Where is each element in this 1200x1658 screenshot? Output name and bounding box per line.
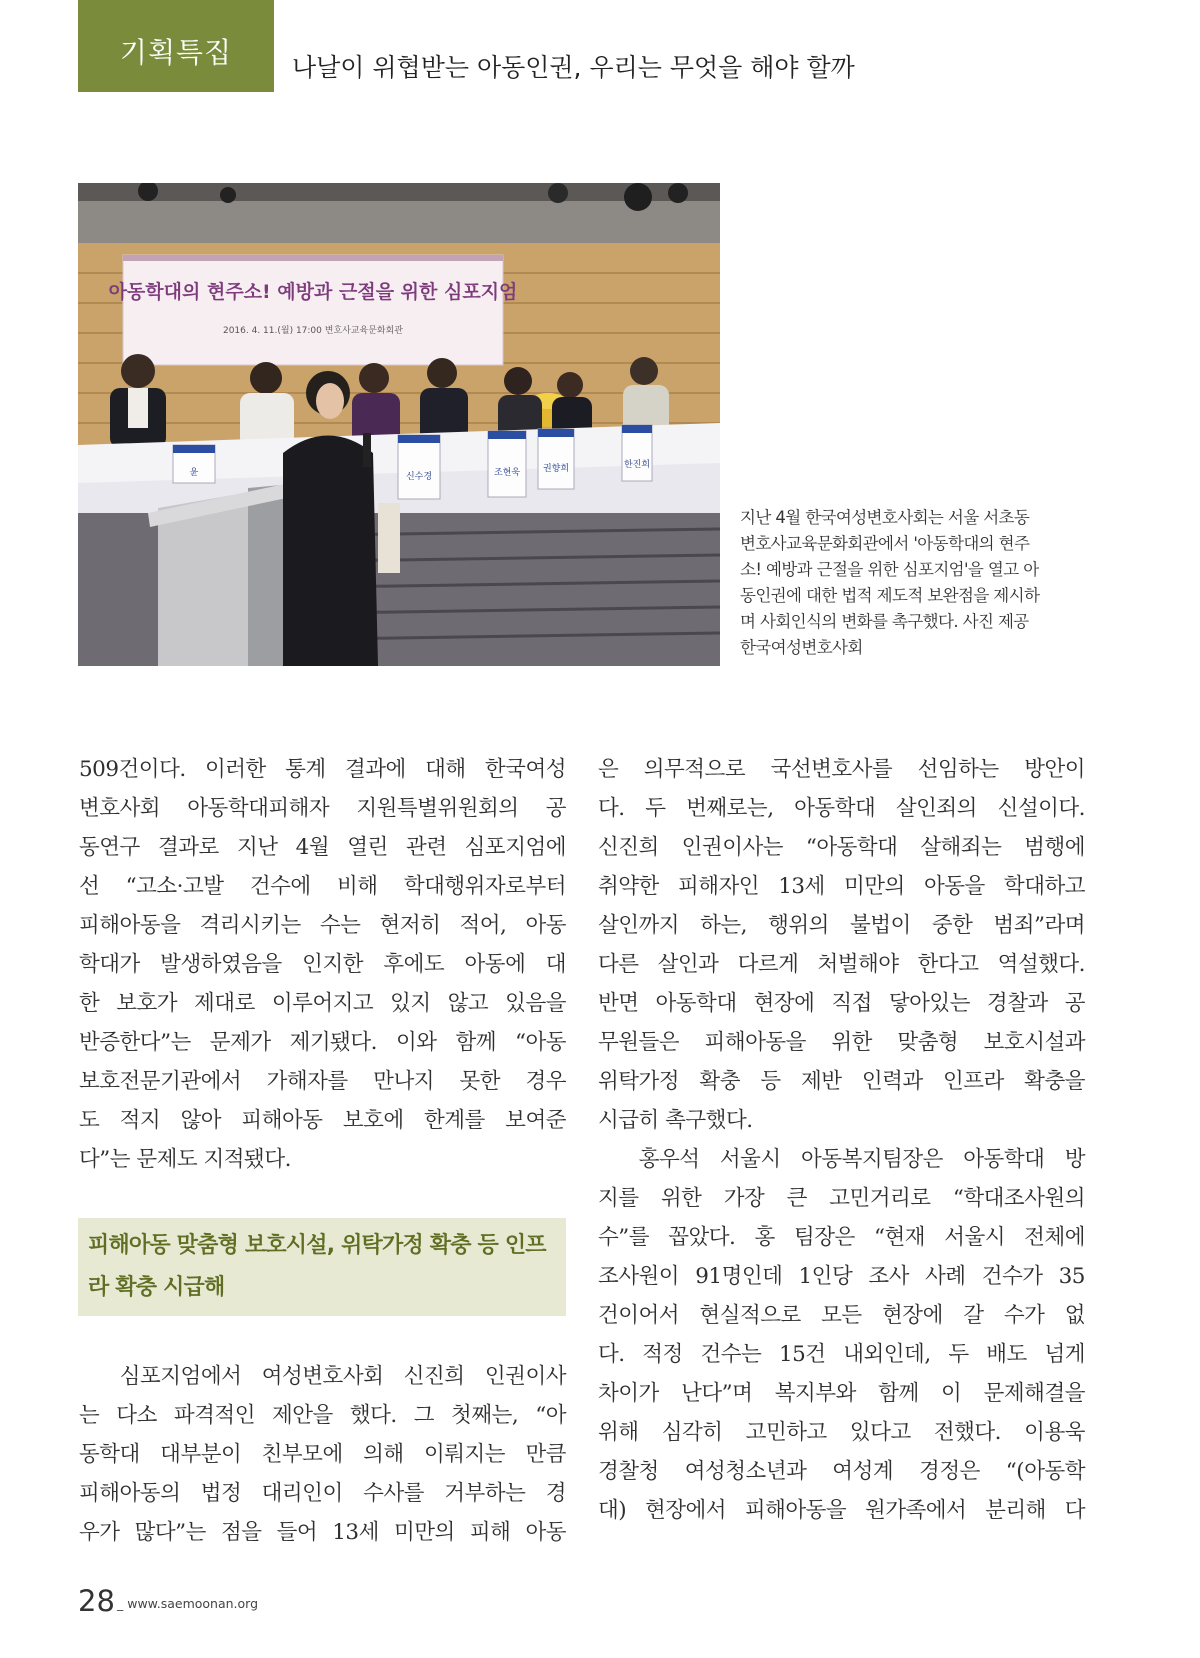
text-line: 무원들은 피해아동을 위한 맞춤형 보호시설과: [598, 1030, 1085, 1055]
text-line: 대) 현장에서 피해아동을 원가족에서 분리해 다: [598, 1498, 1085, 1523]
text-line: 차이가 난다”며 복지부와 함께 이 문제해결을: [598, 1381, 1085, 1406]
nameplate-label: 조현욱: [493, 468, 521, 478]
text-line: 시급히 촉구했다.: [598, 1108, 753, 1133]
banner-subtitle: 2016. 4. 11.(월) 17:00 변호사교육문화회관: [222, 326, 404, 336]
text-line: 509건이다. 이러한 통계 결과에 대해 한국여성: [79, 757, 566, 782]
page-number: 28: [78, 1584, 115, 1618]
subheading-line: 라 확충 시급해: [88, 1275, 225, 1300]
text-line: 반면 아동학대 현장에 직접 닿아있는 경찰과 공: [598, 991, 1085, 1016]
text-line: 위해 심각히 고민하고 있다고 전했다. 이용욱: [598, 1420, 1085, 1445]
text-line: 건이어서 현실적으로 모든 현장에 갈 수가 없: [598, 1303, 1085, 1328]
text-line: 피해아동을 격리시키는 수는 현저히 적어, 아동: [79, 913, 566, 938]
text-line: 다. 적정 건수는 15건 내외인데, 두 배도 넘게: [598, 1342, 1085, 1367]
text-line: 동연구 결과로 지난 4월 열린 관련 심포지엄에: [79, 835, 566, 860]
text-line: 우가 많다”는 점을 들어 13세 미만의 피해 아동: [79, 1520, 566, 1545]
text-line: 보호전문기관에서 가해자를 만나지 못한 경우: [79, 1069, 566, 1094]
text-line: 반증한다”는 문제가 제기됐다. 이와 함께 “아동: [79, 1030, 566, 1055]
text-line: 다른 살인과 다르게 처벌해야 한다고 역설했다.: [598, 952, 1085, 977]
symposium-photo: [78, 183, 720, 666]
text-line: 변호사회 아동학대피해자 지원특별위원회의 공: [79, 796, 566, 821]
nameplate-label: 한진희: [623, 460, 651, 470]
text-line: 도 적지 않아 피해아동 보호에 한계를 보여준: [79, 1108, 566, 1133]
text-line: 는 다소 파격적인 제안을 했다. 그 첫째는, “아: [79, 1403, 566, 1428]
text-line: 경찰청 여성청소년과 여성계 경정은 “(아동학: [598, 1459, 1085, 1484]
text-line: 학대가 발생하였음을 인지한 후에도 아동에 대: [79, 952, 566, 977]
nameplate-label: 윤: [189, 468, 199, 478]
nameplate-label: 신수경: [405, 472, 433, 482]
text-line: 위탁가정 확충 등 제반 인력과 인프라 확충을: [598, 1069, 1085, 1094]
page-header-title: 나날이 위협받는 아동인권, 우리는 무엇을 해야 할까: [292, 53, 855, 82]
section-subheading: [78, 1218, 566, 1316]
left-column-text-2: [79, 1357, 566, 1552]
text-line: 신진희 인권이사는 “아동학대 살해죄는 범행에: [598, 835, 1085, 860]
text-line: 지를 위한 가장 큰 고민거리로 “학대조사원의: [598, 1186, 1085, 1211]
site-url: _ www.saemoonan.org: [117, 1596, 259, 1611]
text-line: 수”를 꼽았다. 홍 팀장은 “현재 서울시 전체에: [598, 1225, 1085, 1250]
text-line: 심포지엄에서 여성변호사회 신진희 인권이사: [79, 1364, 566, 1389]
text-line: 홍우석 서울시 아동복지팀장은 아동학대 방: [598, 1147, 1085, 1172]
subheading-line: 피해아동 맞춤형 보호시설, 위탁가정 확충 등 인프: [88, 1233, 546, 1258]
left-column-text: [79, 750, 566, 1179]
right-column-text: [598, 750, 1085, 1530]
text-line: 다”는 문제도 지적됐다.: [79, 1147, 291, 1172]
text-line: 선 “고소·고발 건수에 비해 학대행위자로부터: [79, 874, 566, 899]
text-line: 조사원이 91명인데 1인당 조사 사례 건수가 35: [598, 1264, 1085, 1289]
text-line: 다. 두 번째로는, 아동학대 살인죄의 신설이다.: [598, 796, 1085, 821]
photo-caption: 지난 4월 한국여성변호사회는 서울 서초동 변호사교육문화회관에서 '아동학대의 현주 소! 예방과 근절을 위한 심포지엄'을 열고 아 동인권에 대한 법적 제도적 보완점을 제시하 며 사회인식의 변화를 촉구했다. 사진 제공 한국여성변호사회: [740, 508, 1040, 657]
text-line: 한 보호가 제대로 이루어지고 있지 않고 있음을: [79, 991, 566, 1016]
text-line: 은 의무적으로 국선변호사를 선임하는 방안이: [598, 757, 1085, 782]
text-line: 취약한 피해자인 13세 미만의 아동을 학대하고: [598, 874, 1085, 899]
banner-title: 아동학대의 현주소! 예방과 근절을 위한 심포지엄: [108, 281, 518, 303]
text-line: 살인까지 하는, 행위의 불법이 중한 범죄”라며: [598, 913, 1085, 938]
section-tag: 기획특집: [78, 0, 274, 92]
text-line: 동학대 대부분이 친부모에 의해 이뤄지는 만큼: [79, 1442, 566, 1467]
text-line: 피해아동의 법정 대리인이 수사를 거부하는 경: [79, 1481, 566, 1506]
nameplate-label: 권향희: [542, 464, 570, 474]
